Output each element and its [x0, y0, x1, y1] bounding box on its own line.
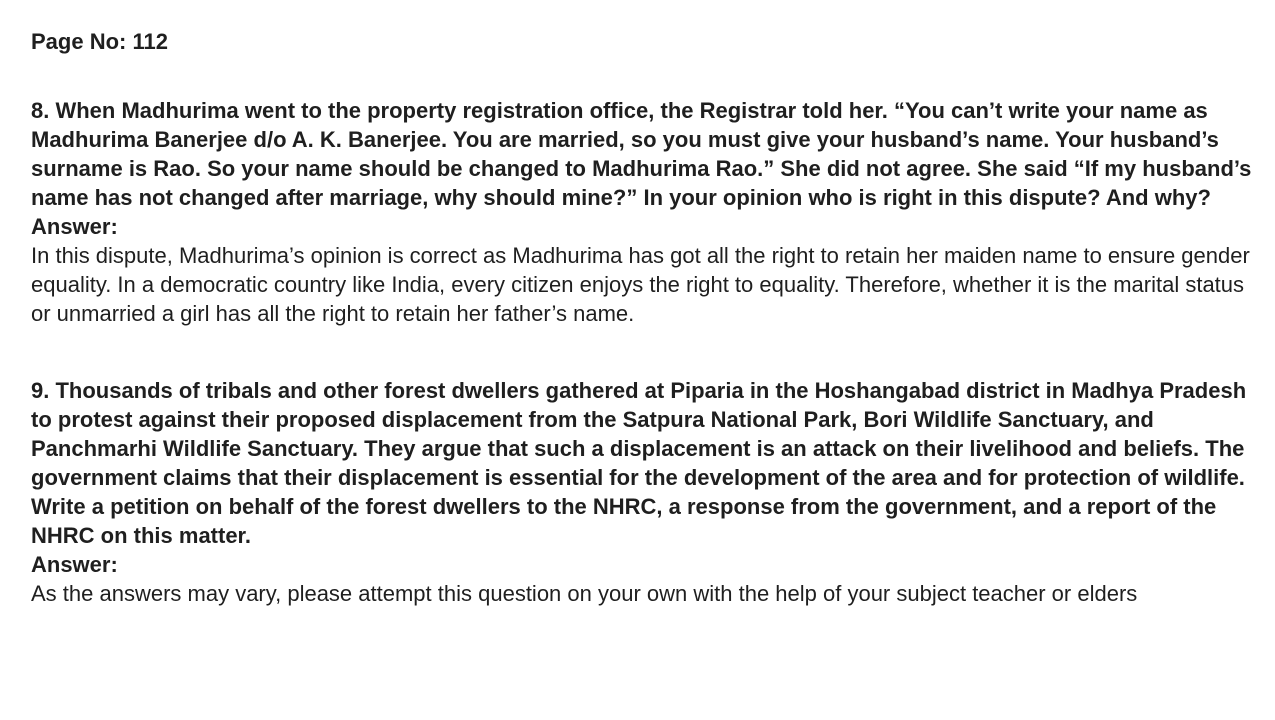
answer-label-9: Answer: — [31, 552, 118, 577]
qa-block-question-9 — [31, 376, 1267, 608]
qa-block-question-8 — [31, 96, 1267, 328]
answer-9-text: As the answers may vary, please attempt this question on your own with the help of your subject teacher or elders — [31, 581, 1138, 606]
page-number-label: Page No: 112 — [31, 29, 168, 54]
question-8-text: 8. When Madhurima went to the property registration office, the Registrar told her. “You can’t write your name as Madhurima Banerjee d/o A. K. Banerjee. You are married, so you must give your husband’s name. Your husband’s surname is Rao. So your name should be changed to Madhurima Rao.” She did not agree. She said “If my husband’s name has not changed after marriage, why should mine?” In your opinion who is right in this dispute? And why? — [31, 98, 1252, 210]
answer-8-text: In this dispute, Madhurima’s opinion is correct as Madhurima has got all the right to retain her maiden name to ensure gender equality. In a democratic country like India, every citizen enjoys the right to equality. Therefore, whether it is the marital status or unmarried a girl has all the right to retain her father’s name. — [31, 243, 1250, 326]
answer-label-8: Answer: — [31, 214, 118, 239]
question-9-text: 9. Thousands of tribals and other forest dwellers gathered at Piparia in the Hoshangabad district in Madhya Pradesh to protest against their proposed displacement from the Satpura National Park, Bori Wildlife Sanctuary, and Panchmarhi Wildlife Sanctuary. They argue that such a displacement is an attack on their livelihood and beliefs. The government claims that their displacement is essential for the development of the area and for protection of wildlife. Write a petition on behalf of the forest dwellers to the NHRC, a response from the government, and a report of the NHRC on this matter. — [31, 378, 1247, 548]
